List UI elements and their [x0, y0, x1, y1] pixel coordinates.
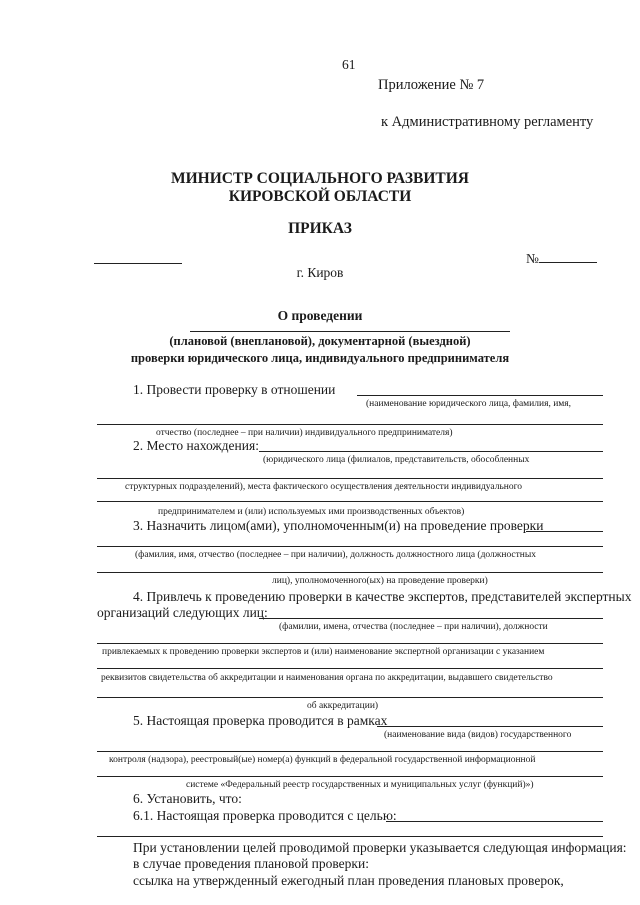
item-1-line-2 — [97, 424, 603, 425]
item-6-1-line-2 — [97, 836, 603, 837]
item-4-text: 4. Привлечь к проведению проверки в качестве экспертов, представителей экспертных — [133, 589, 632, 604]
page-number: 61 — [342, 57, 356, 72]
info-note-1: При установлении целей проводимой проверки указывается следующая информация: — [133, 840, 627, 855]
item-2-line-2 — [97, 478, 603, 479]
item-2-note-2: структурных подразделений), места фактического осуществления деятельности индивидуального — [125, 482, 523, 492]
item-6-1-line — [386, 821, 603, 822]
item-3-line-2 — [97, 546, 603, 547]
item-2-line — [259, 451, 603, 452]
item-5-line — [377, 726, 603, 727]
item-4-note: (фамилии, имена, отчества (последнее – при наличии), должности — [279, 622, 548, 632]
item-1-note: (наименование юридического лица, фамилия, имя, — [366, 399, 572, 409]
item-4-note-2: привлекаемых к проведению проверки экспертов и (или) наименование экспертной организации с указанием — [102, 647, 545, 657]
date-line — [94, 263, 182, 264]
number-label: № — [526, 251, 539, 266]
item-4-note-3: реквизитов свидетельства об аккредитации и наименования органа по аккредитации, выдавшего свидетельство — [101, 673, 553, 683]
item-1-line — [357, 395, 603, 396]
subject-object: проверки юридического лица, индивидуального предпринимателя — [130, 351, 510, 365]
item-6-text: 6. Установить, что: — [133, 791, 242, 806]
subject-type: (плановой (внеплановой), документарной (выездной) — [169, 334, 471, 348]
item-1-text: 1. Провести проверку в отношении — [133, 382, 336, 397]
ministry-region: КИРОВСКОЙ ОБЛАСТИ — [228, 188, 412, 205]
city-name: г. Киров — [296, 265, 344, 280]
item-3-line — [526, 531, 603, 532]
item-3-note-2: лиц), уполномоченного(ых) на проведение проверки) — [272, 576, 488, 586]
item-5-line-3 — [97, 776, 603, 777]
order-title: ПРИКАЗ — [288, 220, 352, 237]
number-blank — [539, 251, 597, 263]
item-4-line-4 — [97, 697, 603, 698]
item-2-text: 2. Место нахождения: — [133, 438, 259, 453]
item-4-note-4: об аккредитации) — [307, 701, 379, 711]
info-note-3: ссылка на утвержденный ежегодный план проведения плановых проверок, — [133, 873, 564, 888]
item-1-note-2: отчество (последнее – при наличии) индивидуального предпринимателя) — [156, 428, 453, 438]
item-3-note: (фамилия, имя, отчество (последнее – при наличии), должность должностного лица (должностных — [135, 550, 537, 560]
item-5-note-3: системе «Федеральный реестр государственных и муниципальных услуг (функций)») — [186, 780, 534, 790]
item-2-line-3 — [97, 501, 603, 502]
item-5-note: (наименование вида (видов) государственного — [384, 730, 572, 740]
ministry-title: МИНИСТР СОЦИАЛЬНОГО РАЗВИТИЯ — [170, 170, 469, 187]
item-3-text: 3. Назначить лицом(ами), уполномоченным(и) на проведение проверки — [133, 518, 544, 533]
appendix-label: Приложение № 7 — [378, 77, 485, 93]
item-6-1-text: 6.1. Настоящая проверка проводится с целью: — [133, 808, 397, 823]
subject-title: О проведении — [277, 308, 363, 323]
item-4-line — [259, 618, 603, 619]
appendix-regulation: к Административному регламенту — [381, 114, 594, 130]
item-2-note-3: предпринимателем и (или) используемых ими производственных объектов) — [158, 507, 465, 517]
item-3-line-3 — [97, 572, 603, 573]
item-4-line-3 — [97, 668, 603, 669]
item-5-line-2 — [97, 751, 603, 752]
item-2-note: (юридического лица (филиалов, представительств, обособленных — [263, 455, 530, 465]
item-4-text-2: организаций следующих лиц: — [97, 605, 268, 620]
info-note-2: в случае проведения плановой проверки: — [133, 856, 369, 871]
item-5-text: 5. Настоящая проверка проводится в рамках — [133, 713, 388, 728]
item-4-line-2 — [97, 643, 603, 644]
item-5-note-2: контроля (надзора), реестровый(ые) номер(а) функций в федеральной государственной информационной — [109, 755, 536, 765]
subject-line — [190, 331, 510, 332]
